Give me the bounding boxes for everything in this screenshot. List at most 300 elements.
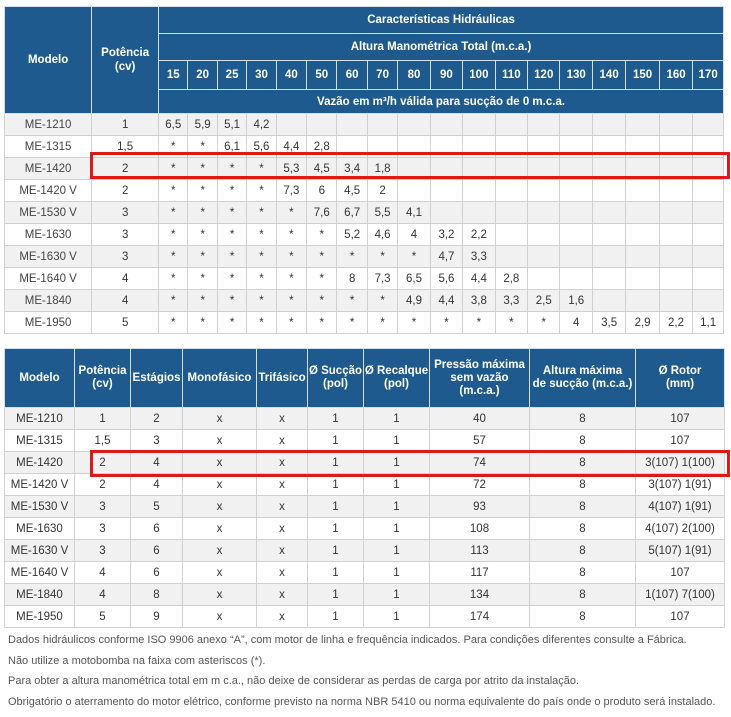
flow-cell	[495, 158, 527, 180]
flow-cell	[693, 202, 724, 224]
power-cell: 4	[92, 268, 159, 290]
spec-cell: ME-1840	[5, 584, 75, 606]
note-line: Dados hidráulicos conforme ISO 9906 anexo “A”, com motor de linha e frequência indicados. Para condições diferentes consulte a Fábrica.	[8, 634, 687, 646]
flow-cell	[560, 114, 592, 136]
flow-cell: *	[247, 312, 276, 334]
model-cell: ME-1950	[5, 312, 92, 334]
flow-cell: 4,4	[276, 136, 306, 158]
flow-cell: 5,3	[276, 158, 306, 180]
head-column: 30	[247, 61, 276, 90]
flow-cell: 7,3	[276, 180, 306, 202]
spec-cell: 1	[308, 496, 364, 518]
flow-cell: 6,7	[337, 202, 367, 224]
head-column: 120	[528, 61, 560, 90]
flow-cell	[693, 136, 724, 158]
power-cell: 1,5	[92, 136, 159, 158]
flow-cell: *	[430, 312, 462, 334]
flow-cell	[398, 180, 430, 202]
flow-cell: *	[337, 246, 367, 268]
spec-cell: 1,5	[75, 430, 131, 452]
flow-cell: 2,2	[463, 224, 495, 246]
flow-cell: 8	[337, 268, 367, 290]
flow-cell: 2	[367, 180, 397, 202]
spec-cell: 1	[75, 408, 131, 430]
flow-cell: *	[528, 312, 560, 334]
head-column: 60	[337, 61, 367, 90]
specs-table	[4, 348, 725, 628]
model-cell: ME-1640 V	[5, 268, 92, 290]
flow-cell: 3,4	[337, 158, 367, 180]
flow-cell	[626, 246, 659, 268]
flow-cell: 4	[560, 312, 592, 334]
flow-cell: 5,6	[430, 268, 462, 290]
table-row	[5, 136, 724, 158]
flow-cell	[463, 114, 495, 136]
spec-cell: x	[257, 540, 308, 562]
spec-cell: 3(107) 1(91)	[636, 474, 725, 496]
spec-cell: 107	[636, 562, 725, 584]
flow-cell: *	[188, 224, 217, 246]
spec-cell: ME-1420	[5, 452, 75, 474]
power-cell: 1	[92, 114, 159, 136]
flow-cell: *	[188, 290, 217, 312]
flow-cell	[528, 136, 560, 158]
flow-cell	[430, 114, 462, 136]
table-row	[5, 562, 725, 584]
flow-cell	[592, 246, 625, 268]
table-subtitle: Altura Manométrica Total (m.c.a.)	[159, 34, 724, 61]
spec-cell: 1	[308, 584, 364, 606]
spec-cell: 1	[364, 408, 430, 430]
flow-cell: 6	[307, 180, 337, 202]
spec-cell: 8	[530, 562, 636, 584]
flow-cell: *	[159, 290, 188, 312]
spec-cell: 93	[430, 496, 530, 518]
flow-cell	[592, 202, 625, 224]
spec-cell: 4	[75, 562, 131, 584]
flow-cell: *	[307, 246, 337, 268]
flow-cell	[560, 158, 592, 180]
flow-cell: *	[188, 268, 217, 290]
spec-cell: x	[257, 518, 308, 540]
flow-cell	[398, 136, 430, 158]
spec-cell: 107	[636, 606, 725, 628]
spec-cell: 5	[75, 606, 131, 628]
spec-cell: 1	[308, 518, 364, 540]
flow-cell	[626, 202, 659, 224]
spec-header: Altura máxima de sucção (m.c.a.)	[530, 349, 636, 408]
spec-cell: 3	[75, 496, 131, 518]
head-column: 15	[159, 61, 188, 90]
spec-cell: 1	[308, 430, 364, 452]
spec-cell: 108	[430, 518, 530, 540]
flow-cell	[528, 224, 560, 246]
flow-cell: *	[159, 246, 188, 268]
power-cell: 3	[92, 224, 159, 246]
table-row	[5, 158, 724, 180]
spec-cell: 6	[131, 540, 183, 562]
spec-header: Ø Recalque (pol)	[364, 349, 430, 408]
head-column: 170	[693, 61, 724, 90]
table-row	[5, 312, 724, 334]
spec-cell: 1(107) 7(100)	[636, 584, 725, 606]
flow-cell	[495, 114, 527, 136]
spec-cell: x	[183, 408, 257, 430]
flow-cell: *	[307, 268, 337, 290]
table-row	[5, 202, 724, 224]
flow-cell	[528, 114, 560, 136]
spec-header: Ø Sucção (pol)	[308, 349, 364, 408]
flow-cell: *	[217, 158, 246, 180]
spec-cell: 1	[364, 474, 430, 496]
spec-cell: x	[257, 606, 308, 628]
head-column: 70	[367, 61, 397, 90]
power-cell: 3	[92, 246, 159, 268]
flow-cell: 2,2	[659, 312, 692, 334]
flow-cell: 5,2	[337, 224, 367, 246]
spec-cell: 1	[308, 562, 364, 584]
table-row	[5, 496, 725, 518]
flow-cell	[398, 114, 430, 136]
spec-cell: x	[257, 452, 308, 474]
flow-cell	[693, 158, 724, 180]
flow-cell: 3,5	[592, 312, 625, 334]
flow-cell	[560, 224, 592, 246]
spec-cell: x	[183, 430, 257, 452]
spec-cell: 8	[530, 496, 636, 518]
flow-cell: *	[276, 246, 306, 268]
spec-cell: 3	[75, 540, 131, 562]
spec-header: Modelo	[5, 349, 75, 408]
spec-cell: x	[183, 518, 257, 540]
flow-cell: *	[159, 268, 188, 290]
flow-cell: 5,1	[217, 114, 246, 136]
flow-cell: *	[367, 312, 397, 334]
spec-header: Monofásico	[183, 349, 257, 408]
model-cell: ME-1210	[5, 114, 92, 136]
spec-cell: 8	[530, 518, 636, 540]
flow-cell: *	[188, 312, 217, 334]
spec-cell: 4(107) 1(91)	[636, 496, 725, 518]
flow-cell: 4,6	[367, 224, 397, 246]
spec-cell: x	[257, 430, 308, 452]
spec-cell: 1	[364, 606, 430, 628]
notes	[8, 630, 728, 712]
spec-cell: 8	[530, 430, 636, 452]
flow-cell: 4,9	[398, 290, 430, 312]
spec-cell: ME-1530 V	[5, 496, 75, 518]
note-line: Não utilize a motobomba na faixa com asteriscos (*).	[8, 654, 266, 667]
flow-cell	[659, 224, 692, 246]
spec-cell: 107	[636, 408, 725, 430]
flow-cell: *	[217, 290, 246, 312]
flow-cell	[276, 114, 306, 136]
spec-cell: 1	[308, 540, 364, 562]
spec-cell: 8	[131, 584, 183, 606]
spec-cell: 5(107) 1(91)	[636, 540, 725, 562]
power-cell: 3	[92, 202, 159, 224]
spec-cell: 1	[364, 584, 430, 606]
flow-cell	[693, 268, 724, 290]
model-cell: ME-1315	[5, 136, 92, 158]
spec-cell: 57	[430, 430, 530, 452]
head-column: 90	[430, 61, 462, 90]
flow-cell: *	[247, 180, 276, 202]
flow-cell: *	[307, 290, 337, 312]
flow-cell: 2,9	[626, 312, 659, 334]
flow-cell: 2,5	[528, 290, 560, 312]
flow-cell: *	[398, 246, 430, 268]
power-cell: 2	[92, 158, 159, 180]
flow-cell: 4,1	[398, 202, 430, 224]
spec-header: Ø Rotor (mm)	[636, 349, 725, 408]
flow-cell	[592, 180, 625, 202]
table-row	[5, 246, 724, 268]
spec-cell: 4(107) 2(100)	[636, 518, 725, 540]
flow-cell: 1,6	[560, 290, 592, 312]
flow-cell	[659, 136, 692, 158]
flow-cell	[592, 114, 625, 136]
flow-cell	[659, 114, 692, 136]
spec-header: Potência (cv)	[75, 349, 131, 408]
flow-cell: *	[337, 312, 367, 334]
spec-cell: 1	[308, 452, 364, 474]
flow-cell	[495, 136, 527, 158]
table-row	[5, 584, 725, 606]
flow-cell: *	[337, 290, 367, 312]
flow-cell: *	[247, 158, 276, 180]
flow-cell: 4,2	[247, 114, 276, 136]
flow-cell	[560, 136, 592, 158]
spec-cell: 40	[430, 408, 530, 430]
table-row	[5, 518, 725, 540]
flow-cell: *	[188, 158, 217, 180]
head-column: 140	[592, 61, 625, 90]
power-cell: 4	[92, 290, 159, 312]
table-row	[5, 430, 725, 452]
spec-cell: 107	[636, 430, 725, 452]
spec-cell: x	[257, 408, 308, 430]
flow-cell	[592, 290, 625, 312]
model-cell: ME-1840	[5, 290, 92, 312]
spec-cell: ME-1950	[5, 606, 75, 628]
flow-cell	[337, 136, 367, 158]
table-row	[5, 114, 724, 136]
spec-cell: 8	[530, 584, 636, 606]
flow-cell: *	[159, 180, 188, 202]
flow-cell: *	[463, 312, 495, 334]
flow-cell	[463, 180, 495, 202]
flow-cell	[626, 224, 659, 246]
spec-cell: 1	[364, 562, 430, 584]
flow-cell	[592, 268, 625, 290]
flow-cell	[495, 224, 527, 246]
flow-cell: *	[217, 180, 246, 202]
spec-cell: x	[183, 562, 257, 584]
flow-cell	[693, 180, 724, 202]
flow-cell: 7,6	[307, 202, 337, 224]
flow-cell: 6,1	[217, 136, 246, 158]
note-line: Para obter a altura manométrica total em m c.a., não deixe de considerar as perdas de carga por atrito da instalação.	[8, 675, 580, 687]
spec-cell: 117	[430, 562, 530, 584]
flow-cell: 4,4	[463, 268, 495, 290]
spec-header: Estágios	[131, 349, 183, 408]
spec-cell: 72	[430, 474, 530, 496]
flow-cell	[693, 114, 724, 136]
power-cell: 2	[92, 180, 159, 202]
flow-cell	[659, 268, 692, 290]
spec-cell: 3	[131, 430, 183, 452]
spec-cell: x	[183, 540, 257, 562]
head-column: 80	[398, 61, 430, 90]
flow-cell: 1,8	[367, 158, 397, 180]
spec-cell: 1	[364, 496, 430, 518]
flow-cell: *	[247, 224, 276, 246]
spec-cell: 174	[430, 606, 530, 628]
flow-cell: 4,5	[337, 180, 367, 202]
spec-cell: 3(107) 1(100)	[636, 452, 725, 474]
spec-cell: 4	[131, 474, 183, 496]
flow-cell: *	[247, 246, 276, 268]
flow-cell	[495, 202, 527, 224]
flow-cell: *	[159, 158, 188, 180]
flow-cell	[592, 224, 625, 246]
flow-cell: 5,5	[367, 202, 397, 224]
spec-cell: 1	[308, 606, 364, 628]
spec-cell: 9	[131, 606, 183, 628]
spec-cell: 6	[131, 518, 183, 540]
flow-cell	[626, 180, 659, 202]
spec-cell: 134	[430, 584, 530, 606]
spec-cell: ME-1210	[5, 408, 75, 430]
flow-cell: 4	[398, 224, 430, 246]
flow-cell	[626, 114, 659, 136]
spec-cell: 1	[364, 518, 430, 540]
model-cell: ME-1630 V	[5, 246, 92, 268]
spec-cell: ME-1630	[5, 518, 75, 540]
note-line: Obrigatório o aterramento do motor elétrico, conforme previsto na norma NBR 5410 ou norma equivalente do país onde o produto será instalado.	[8, 695, 716, 708]
flow-cell	[307, 114, 337, 136]
flow-cell: 4,7	[430, 246, 462, 268]
spec-cell: 5	[131, 496, 183, 518]
flow-cell	[592, 158, 625, 180]
spec-header: Pressão máxima sem vazão (m.c.a.)	[430, 349, 530, 408]
spec-cell: 2	[75, 452, 131, 474]
flow-cell: 4,4	[430, 290, 462, 312]
flow-cell: *	[159, 224, 188, 246]
flow-cell	[463, 202, 495, 224]
model-header: Modelo	[5, 7, 92, 114]
spec-cell: 2	[75, 474, 131, 496]
head-column: 130	[560, 61, 592, 90]
table-row	[5, 474, 725, 496]
flow-cell: 5,9	[188, 114, 217, 136]
spec-cell: 1	[364, 452, 430, 474]
flow-cell	[430, 136, 462, 158]
flow-cell	[463, 158, 495, 180]
flow-cell	[560, 246, 592, 268]
flow-cell	[430, 180, 462, 202]
flow-cell: *	[217, 224, 246, 246]
flow-cell: *	[398, 312, 430, 334]
flow-cell	[430, 202, 462, 224]
spec-cell: 8	[530, 474, 636, 496]
power-cell: 5	[92, 312, 159, 334]
flow-cell: *	[188, 246, 217, 268]
flow-cell	[337, 114, 367, 136]
table-row	[5, 606, 725, 628]
spec-cell: x	[183, 606, 257, 628]
flow-cell	[693, 246, 724, 268]
spec-cell: 1	[308, 408, 364, 430]
flow-cell: *	[307, 224, 337, 246]
flow-cell: *	[217, 268, 246, 290]
spec-cell: ME-1640 V	[5, 562, 75, 584]
spec-cell: 4	[75, 584, 131, 606]
flow-cell: 1,1	[693, 312, 724, 334]
head-column: 50	[307, 61, 337, 90]
spec-cell: x	[183, 584, 257, 606]
flow-cell	[626, 158, 659, 180]
flow-cell: 6,5	[398, 268, 430, 290]
flow-cell: *	[159, 202, 188, 224]
spec-header: Trifásico	[257, 349, 308, 408]
flow-cell: *	[367, 246, 397, 268]
flow-cell: 3,3	[495, 290, 527, 312]
flow-cell	[693, 224, 724, 246]
flow-cell	[398, 158, 430, 180]
flow-cell: *	[276, 268, 306, 290]
flow-cell	[367, 136, 397, 158]
model-cell: ME-1420	[5, 158, 92, 180]
spec-cell: 113	[430, 540, 530, 562]
spec-cell: ME-1315	[5, 430, 75, 452]
flow-cell	[659, 246, 692, 268]
flow-cell: 3,3	[463, 246, 495, 268]
flow-cell: *	[276, 312, 306, 334]
head-column: 100	[463, 61, 495, 90]
flow-cell: *	[247, 202, 276, 224]
head-column: 25	[217, 61, 246, 90]
power-header: Potência (cv)	[92, 7, 159, 114]
head-column: 110	[495, 61, 527, 90]
spec-cell: 1	[308, 474, 364, 496]
table-row	[5, 268, 724, 290]
flow-cell	[560, 268, 592, 290]
flow-cell: *	[159, 136, 188, 158]
spec-cell: x	[257, 496, 308, 518]
flow-cell: 2,8	[307, 136, 337, 158]
head-column: 20	[188, 61, 217, 90]
table-row	[5, 408, 725, 430]
flow-cell	[659, 158, 692, 180]
flow-cell	[626, 268, 659, 290]
table-title: Características Hidráulicas	[159, 7, 724, 34]
table-row	[5, 540, 725, 562]
flow-cell: 4,5	[307, 158, 337, 180]
spec-cell: 8	[530, 540, 636, 562]
flow-cell	[495, 246, 527, 268]
spec-cell: x	[183, 474, 257, 496]
flow-cell: *	[276, 202, 306, 224]
flow-cell: *	[495, 312, 527, 334]
flow-cell	[659, 290, 692, 312]
spec-cell: x	[257, 562, 308, 584]
flow-cell: 6,5	[159, 114, 188, 136]
flow-cell	[626, 290, 659, 312]
spec-cell: 1	[364, 540, 430, 562]
spec-cell: 74	[430, 452, 530, 474]
